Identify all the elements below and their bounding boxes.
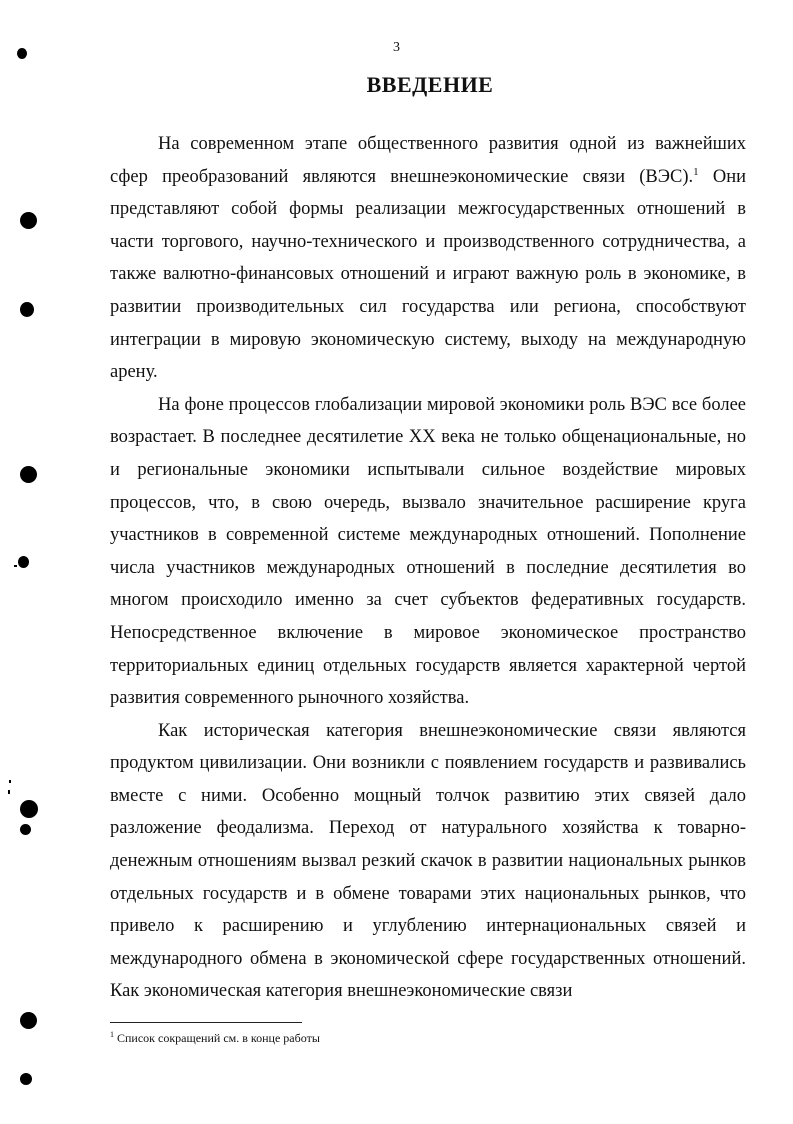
binding-hole-icon — [18, 556, 29, 568]
footnote-marker: 1 — [110, 1030, 114, 1039]
footnote-reference: 1 — [693, 165, 699, 178]
scan-speck — [8, 790, 10, 794]
binding-hole-icon — [20, 1012, 37, 1029]
binding-hole-icon — [20, 800, 38, 818]
binding-hole-icon — [20, 824, 31, 835]
footnote-divider — [110, 1022, 302, 1023]
footnote-text: Список сокращений см. в конце работы — [114, 1031, 320, 1045]
paragraph-1-text: На современном этапе общественного развития одной из важнейших сфер преобразований являются внешнеэкономические связи (ВЭС). — [110, 134, 746, 187]
page-title: ВВЕДЕНИЕ — [366, 72, 494, 97]
binding-hole-icon — [20, 212, 37, 229]
body-text — [110, 128, 746, 1008]
paragraph-3: Как историческая категория внешнеэкономические связи являются продуктом цивилизации. Они возникли с появлением государств и развивались вместе с ними. Особенно мощный толчок развитию этих связей дало разложение феодализма. Переход от натурального хозяйства к товарно-денежным отношениям вызвал резкий скачок в развитии национальных рынков отдельных государств и в обмене товарами этих национальных рынков, что привело к расширению и углублению интернациональных связей и международного обмена в экономической сфере государственных отношений. Как экономическая категория внешнеэкономические связи — [110, 720, 746, 1002]
scan-speck — [9, 780, 11, 783]
paragraph-1 — [110, 128, 746, 389]
binding-hole-icon — [17, 48, 27, 59]
footnote — [110, 1030, 320, 1046]
binding-hole-icon — [20, 302, 34, 317]
paragraph-1-continuation: Они представляют собой формы реализации межгосударственных отношений в части торгового, научно-технического и производственного сотрудничества, а также валютно-финансовых отношений и играют важную роль в экономике, в развитии производительных сил государства или региона, способствуют интеграции в мировую экономическую систему, выходу на международную арену. — [110, 166, 746, 383]
paragraph-2: На фоне процессов глобализации мировой экономики роль ВЭС все более возрастает. В последнее десятилетие XX века не только общенациональные, но и региональные экономики испытывали сильное воздействие мировых процессов, что, в свою очередь, вызвало значительное расширение круга участников в современной системе международных отношений. Пополнение числа участников международных отношений в последние десятилетия во многом происходило именно за счет субъектов федеративных государств. Непосредственное включение в мировое экономическое пространство территориальных единиц отдельных государств является характерной чертой развития современного рыночного хозяйства. — [110, 394, 746, 709]
page-number: 3 — [393, 40, 400, 55]
binding-hole-icon — [20, 1073, 32, 1085]
binding-hole-icon — [20, 466, 37, 483]
scan-speck — [14, 565, 17, 567]
